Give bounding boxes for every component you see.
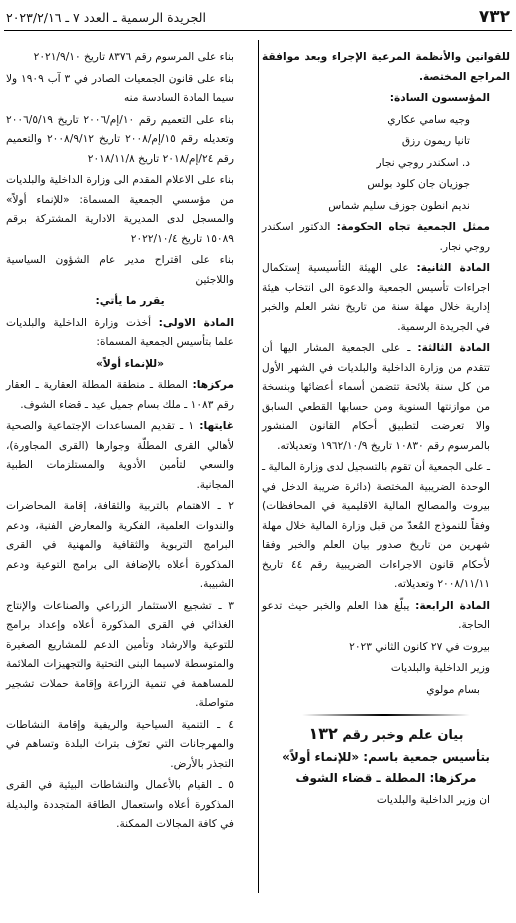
header-rule xyxy=(4,30,512,31)
gov-rep-label: ممثل الجمعية تجاه الحكومة: xyxy=(336,221,490,233)
headquarters-text: المطلة ـ منطقة المطلة العقارية ـ العقار رقم ١٠٨٣ ـ ملك بسام جميل عيد ـ قضاء الشوف. xyxy=(6,379,234,411)
article-3-text-2: ـ على الجمعية أن تقوم بالتسجيل لدى وزارة المالية ـ الوحدة الضريبية المختصة (دائرة ضريبة الدخل في بيروت والمصالح المالية الاقليمية في المحافظات) وفقاً للنموذج المُعدّ من قبل وزارة المالية خلال مهلة شهرين من تاريخ صدور بيان العلم والخبر وفقا لأحكام قانون الاجراءات الضريبية رقم ٤٤ تاريخ ٢٠٠٨/١١/١١ وتعديلاته. xyxy=(261,461,490,590)
right-column xyxy=(262,48,510,812)
left-column xyxy=(6,48,254,837)
article-3 xyxy=(262,339,510,456)
gazette-issue: الجريدة الرسمية ـ العدد ٧ ـ ٢٠٢٣/٢/١٦ xyxy=(6,9,206,25)
recital-2: بناء على قانون الجمعيات الصادر في ٣ آب ١٩٠٩ ولا سيما المادة السادسة منه xyxy=(6,72,234,104)
founder-4: جوزيان جان كلود بولس xyxy=(367,178,470,190)
goal-5: ٥ ـ القيام بالأعمال والنشاطات البيئية في القرى المذكورة أعلاه واستعمال الطاقة المتجددة والبديلة في كافة المجالات الممكنة. xyxy=(6,779,234,830)
notice-divider xyxy=(302,710,470,720)
article-2-label: المادة الثانية: xyxy=(416,262,490,274)
goal-4: ٤ ـ التنمية السياحية والريفية وإقامة النشاطات والمهرجانات التي تعرّف بتراث البلدة وتساهم في التجذر بالأرض. xyxy=(6,718,234,770)
article-3-label: المادة الثالثة: xyxy=(417,342,490,354)
founder-5: نديم انطون جوزف سليم شماس xyxy=(328,199,470,212)
association-name: «للإنماء أولاً» xyxy=(96,357,164,370)
gov-representative xyxy=(262,218,510,257)
notice-title xyxy=(262,724,510,746)
page-number: ٧٣٢ xyxy=(478,7,510,27)
recital-3: بناء على التعميم رقم ١٠/إم/٢٠٠٦ تاريخ ٢٠٠٦/٥/١٩ وتعديله رقم ١٥/إم/٢٠٠٨ تاريخ ٢٠٠٨/٩/١٢ والتعميم رقم ٢٤/إم/٢٠١٨ تاريخ ٢٠١٨/١١/٨ xyxy=(6,113,234,165)
headquarters-label: مركزها: xyxy=(192,379,234,391)
sign-title: وزير الداخلية والبلديات xyxy=(390,662,490,674)
goals xyxy=(6,417,254,495)
goal-2: ٢ ـ الاهتمام بالتربية والثقافة، إقامة المحاضرات والندوات العلمية، الفكرية والمعارض الفنية، ودعم البرامج التربوية والثقافية والمهنية في القرى المذكورة أعلاه بالإضافة الى برامج التوعية ودعم الشبيبة. xyxy=(6,500,234,590)
article-4-label: المادة الرابعة: xyxy=(415,599,490,612)
recital-4: بناء على الاعلام المقدم الى وزارة الداخلية والبلديات من مؤسسي الجمعية المسماة: «للإنماء أولاً» والمسجل لدى المديرية الادارية المشتركة برقم ١٥٠٨٩ تاريخ ٢٠٢٢/١٠/٤ xyxy=(6,174,234,245)
notice-headquarters: مركزها: المطلة ـ قضاء الشوف xyxy=(295,771,477,785)
recital-5: بناء على اقتراح مدير عام الشؤون السياسية واللاجئين xyxy=(6,254,234,286)
founders-title: المؤسسون السادة: xyxy=(389,92,490,104)
article-2 xyxy=(262,259,510,337)
recital-1: بناء على المرسوم رقم ٨٣٧٦ تاريخ ٢٠٢١/٩/١٠ xyxy=(33,51,234,63)
intro-line: للقوانين والأنظمة المرعية الإجراء وبعد موافقة المراجع المختصة. xyxy=(262,51,510,83)
article-4-text: يبلّغ هذا العلم والخبر حيث تدعو الحاجة. xyxy=(262,599,490,631)
article-1-label: المادة الاولى: xyxy=(158,316,235,329)
goal-1: ١ ـ تقديم المساعدات الإجتماعية والصحية لأهالي القرى المطلّة وجوارها (القرى المجاورة)، والسعي لتأمين الأدوية والمستلزمات الطبية المجانية. xyxy=(6,420,234,491)
founder-3: د. اسكندر روجي نجار xyxy=(376,156,470,169)
headquarters xyxy=(6,376,254,415)
page-header xyxy=(6,6,510,28)
sign-place-date: بيروت في ٢٧ كانون الثاني ٢٠٢٣ xyxy=(349,640,490,653)
sign-name: بسام مولوي xyxy=(426,683,480,696)
notice-start: ان وزير الداخلية والبلديات xyxy=(376,793,490,806)
article-2-text: على الهيئة التأسيسية إستكمال اجراءات تأسيس الجمعية والدعوة الى انتخاب هيئة إدارية خلال مهلة سنة من تاريخ نشر العلم والخبر في الجريدة الرسمية. xyxy=(262,262,490,333)
notice-number: ١٣٢ xyxy=(308,724,338,743)
goals-label: غايتها: xyxy=(199,420,234,432)
article-4 xyxy=(262,597,510,636)
notice-title-prefix: بيان علم وخبر رقم xyxy=(342,728,464,743)
gov-rep-name: الدكتور اسكندر روجي نجار. xyxy=(262,221,490,253)
founder-2: تانيا ريمون رزق xyxy=(401,135,470,147)
column-divider xyxy=(258,40,259,893)
article-1-text: أخذت وزارة الداخلية والبلديات علما بتأسيس الجمعية المسماة: xyxy=(6,316,234,348)
decides-line: يقرر ما يأتي: xyxy=(95,295,165,307)
notice-subject: بتأسيس جمعية باسم: «للإنماء أولاً» xyxy=(282,749,490,764)
founder-1: وجيه سامي عكاري xyxy=(387,113,470,126)
goal-3: ٣ ـ تشجيع الاستثمار الزراعي والصناعات والإنتاج الغذائي في القرى المذكورة أعلاه وإعداد برامج للتوعية والارشاد وتأمين الدعم للمشاريع الصغيرة والمتوسطة لاسيما البنى التحتية والتجهيزات الملائمة للمساهمة في تنمية الزراعة وإقامة حملات تشجير متواصلة. xyxy=(6,599,234,709)
article-3-text: ـ على الجمعية المشار اليها أن تتقدم من وزارة الداخلية والبلديات في الشهر الأول من كل سنة بلائحة تتضمن أسماء أعضائها وبنسخة من موازنتها السنوية ومن حسابها القطعي السابق والا تعرضت لتطبيق أحكام القانون المنشور بالمرسوم رقم ١٠٨٣٠ تاريخ ١٩٦٢/١٠/٩ وتعديلاته. xyxy=(262,342,490,452)
article-1 xyxy=(6,314,254,353)
